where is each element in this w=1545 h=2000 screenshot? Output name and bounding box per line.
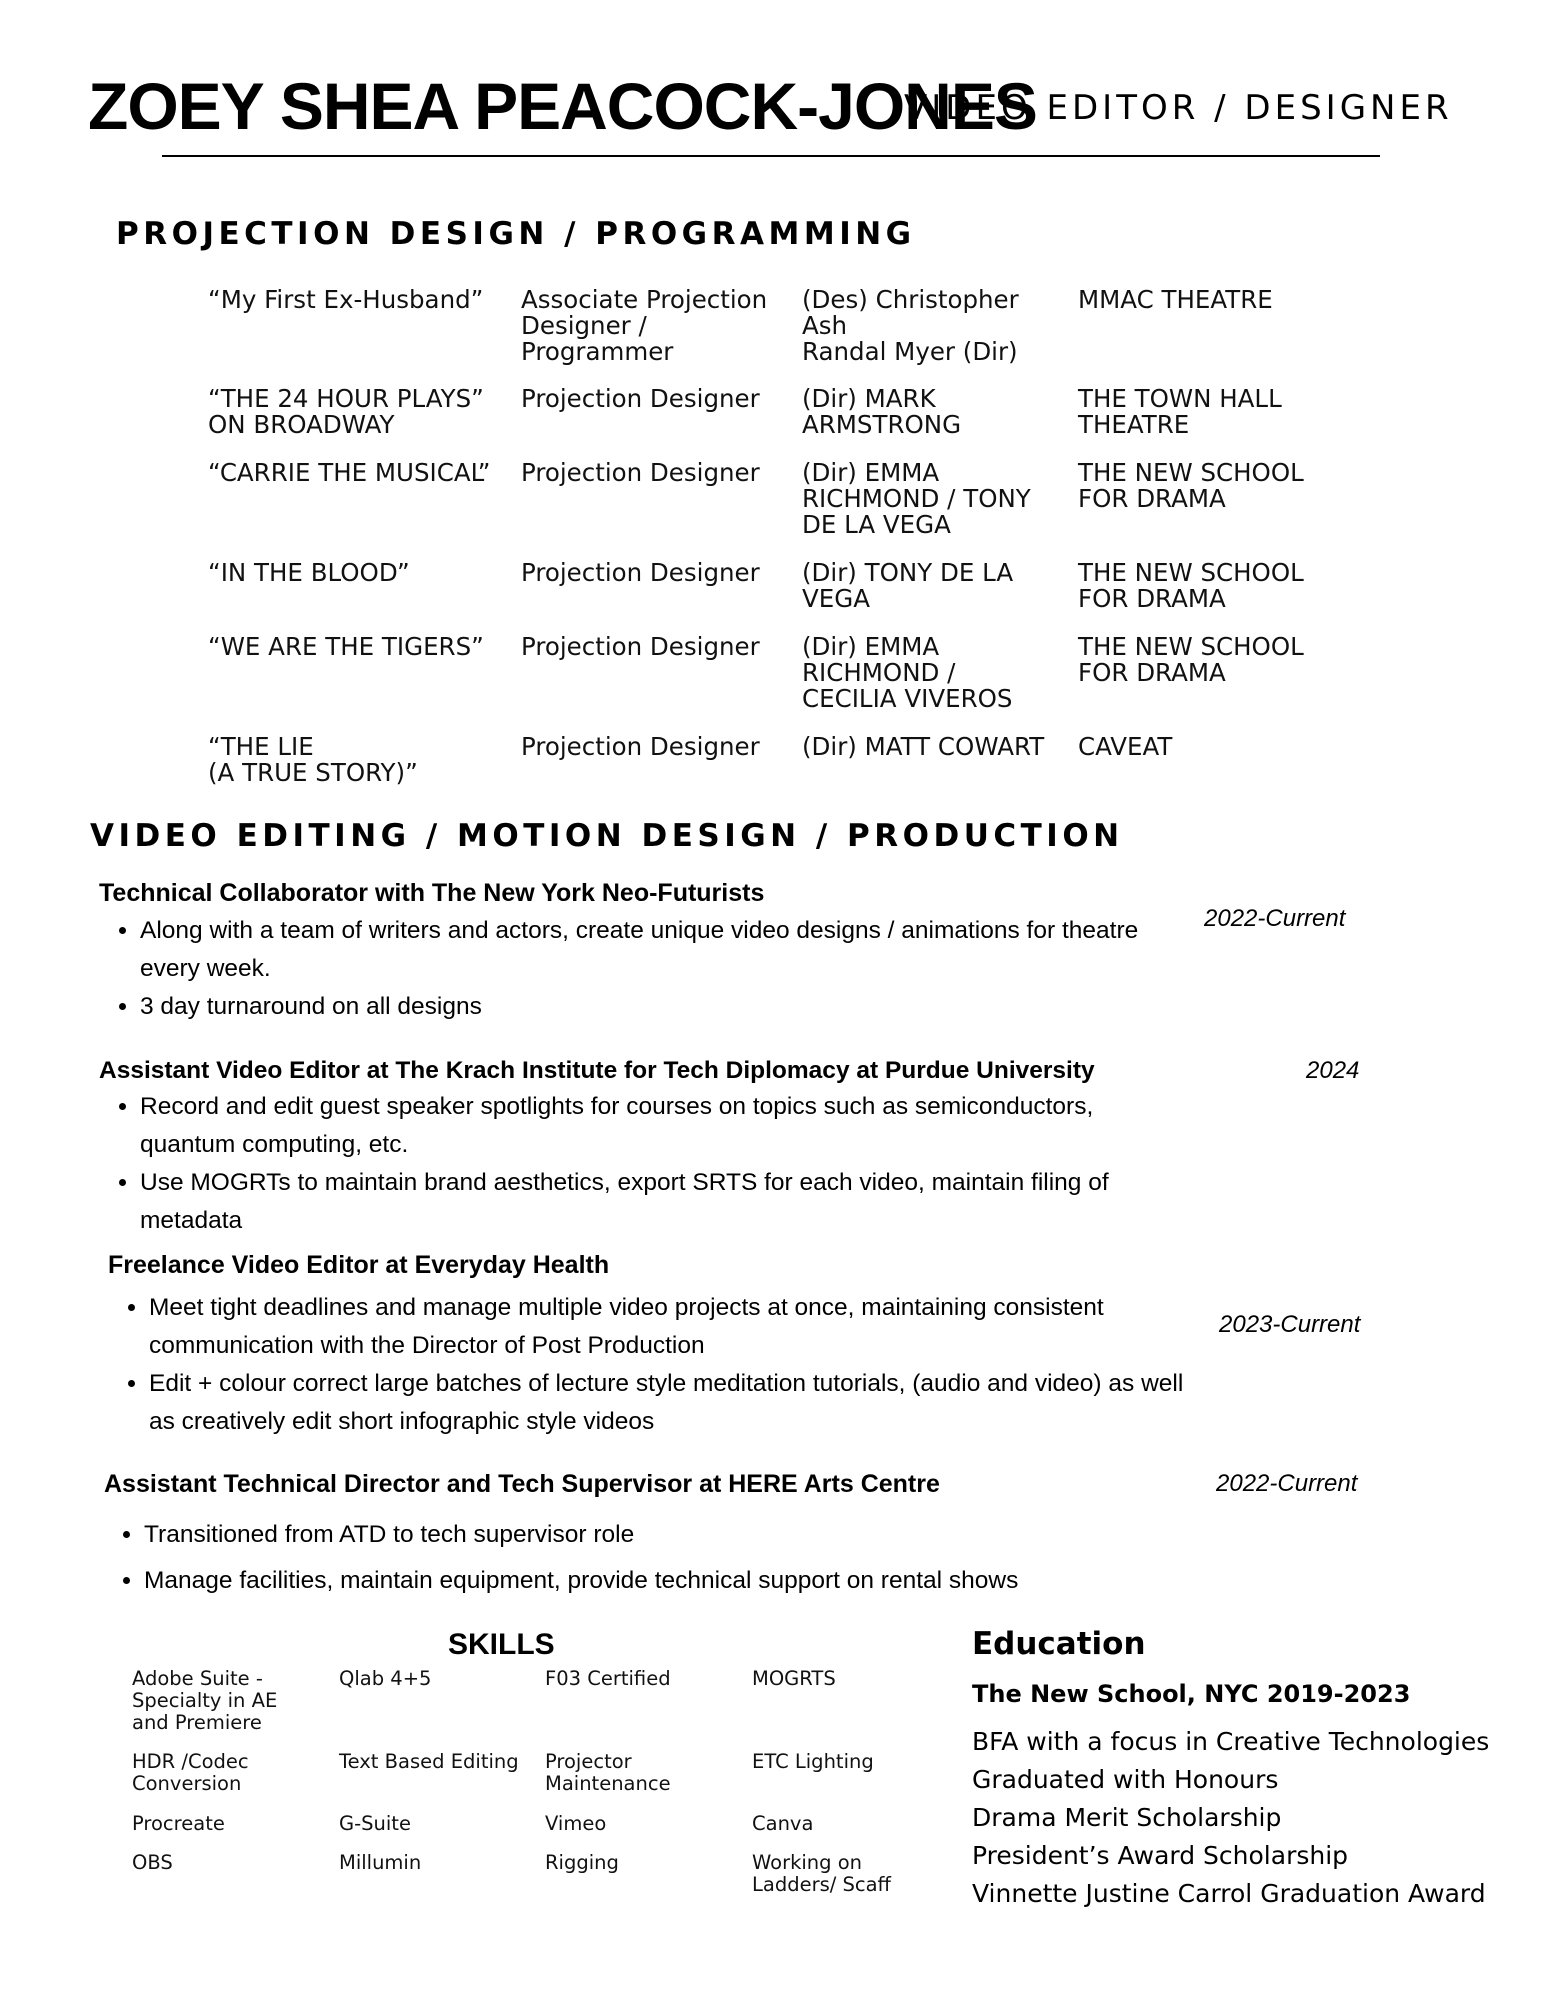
- skills-title: SKILLS: [448, 1628, 555, 1661]
- projection-director: (Dir) EMMA RICHMOND / CECILIA VIVEROS: [802, 632, 1013, 713]
- candidate-role: VIDEO EDITOR / DESIGNER: [904, 88, 1453, 128]
- job-title: Assistant Video Editor at The Krach Institute for Tech Diplomacy at Purdue University: [99, 1057, 1095, 1084]
- projection-role: Projection Designer: [521, 632, 760, 661]
- skill-item: Working on Ladders/ Scaff: [752, 1851, 891, 1896]
- job-bullet: • Record and edit guest speaker spotlights for courses on topics such as semiconductors, quantum computing, etc.: [140, 1088, 1180, 1164]
- projection-director: (Dir) MARK ARMSTRONG: [802, 384, 962, 439]
- skill-item: Rigging: [545, 1851, 619, 1874]
- skill-item: HDR /Codec Conversion: [132, 1750, 249, 1795]
- projection-director: (Dir) EMMA RICHMOND / TONY DE LA VEGA: [802, 458, 1031, 539]
- skill-item: Vimeo: [545, 1812, 607, 1835]
- projection-role: Projection Designer: [521, 732, 760, 761]
- projection-show: “THE LIE (A TRUE STORY)”: [208, 732, 418, 787]
- job-bullet: • Manage facilities, maintain equipment, provide technical support on rental shows: [144, 1558, 1184, 1604]
- education-line: Vinnette Justine Carrol Graduation Award: [972, 1879, 1486, 1908]
- job-bullet: • Use MOGRTs to maintain brand aesthetics, export SRTS for each video, maintain filing of metadata: [140, 1164, 1180, 1240]
- projection-show: “THE 24 HOUR PLAYS” ON BROADWAY: [208, 384, 484, 439]
- projection-role: Associate Projection Designer / Programmer: [521, 285, 768, 366]
- job-bullets: [104, 1512, 1184, 1604]
- projection-director: (Dir) MATT COWART: [802, 732, 1045, 761]
- projection-director: (Dir) TONY DE LA VEGA: [802, 558, 1014, 613]
- projection-role: Projection Designer: [521, 384, 760, 413]
- skill-item: Qlab 4+5: [339, 1667, 432, 1690]
- projection-role: Projection Designer: [521, 458, 760, 487]
- skill-item: Canva: [752, 1812, 814, 1835]
- projection-role: Projection Designer: [521, 558, 760, 587]
- projection-venue: THE NEW SCHOOL FOR DRAMA: [1078, 458, 1304, 513]
- skill-item: Procreate: [132, 1812, 225, 1835]
- job-bullets: [100, 912, 1150, 1026]
- job-date: 2022-Current: [1216, 1470, 1358, 1497]
- skill-item: G-Suite: [339, 1812, 411, 1835]
- job-bullet: • Edit + colour correct large batches of lecture style meditation tutorials, (audio and video) as well as creatively edit short infographic style videos: [149, 1365, 1189, 1441]
- projection-show: “My First Ex-Husband”: [208, 285, 484, 314]
- education-school: The New School, NYC 2019-2023: [972, 1680, 1411, 1708]
- education-line: Drama Merit Scholarship: [972, 1803, 1282, 1832]
- education-details: [972, 1723, 1489, 1913]
- job-bullet: • 3 day turnaround on all designs: [140, 988, 1150, 1026]
- projection-venue: THE NEW SCHOOL FOR DRAMA: [1078, 632, 1304, 687]
- education-line: Graduated with Honours: [972, 1765, 1279, 1794]
- projection-venue: MMAC THEATRE: [1078, 285, 1273, 314]
- job-bullets: [109, 1289, 1189, 1441]
- skill-item: Projector Maintenance: [545, 1750, 671, 1795]
- job-title: Technical Collaborator with The New York Neo-Futurists: [99, 879, 765, 907]
- skill-item: MOGRTS: [752, 1667, 836, 1690]
- projection-show: “IN THE BLOOD”: [208, 558, 410, 587]
- candidate-name: ZOEY SHEA PEACOCK-JONES: [88, 69, 1037, 143]
- job-bullets: [100, 1088, 1180, 1240]
- projection-venue: THE NEW SCHOOL FOR DRAMA: [1078, 558, 1304, 613]
- job-title: Freelance Video Editor at Everyday Health: [108, 1251, 610, 1279]
- skill-item: OBS: [132, 1851, 173, 1874]
- job-bullet: • Transitioned from ATD to tech supervisor role: [144, 1512, 1184, 1558]
- skill-item: ETC Lighting: [752, 1750, 874, 1773]
- projection-venue: THE TOWN HALL THEATRE: [1078, 384, 1282, 439]
- job-bullet: • Meet tight deadlines and manage multiple video projects at once, maintaining consistent communication with the Director of Post Production: [149, 1289, 1189, 1365]
- job-title: Assistant Technical Director and Tech Supervisor at HERE Arts Centre: [104, 1470, 940, 1498]
- projection-director: (Des) Christopher Ash Randal Myer (Dir): [802, 285, 1019, 366]
- education-title: Education: [972, 1626, 1146, 1662]
- job-bullet: • Along with a team of writers and actors, create unique video designs / animations for theatre every week.: [140, 912, 1150, 988]
- projection-section-title: PROJECTION DESIGN / PROGRAMMING: [116, 216, 916, 252]
- job-date: 2023-Current: [1219, 1311, 1361, 1338]
- skill-item: Millumin: [339, 1851, 422, 1874]
- skill-item: F03 Certified: [545, 1667, 671, 1690]
- projection-venue: CAVEAT: [1078, 732, 1173, 761]
- education-line: BFA with a focus in Creative Technologies: [972, 1727, 1490, 1756]
- job-date: 2024: [1306, 1057, 1360, 1084]
- header-divider: [162, 155, 1380, 157]
- education-line: President’s Award Scholarship: [972, 1841, 1349, 1870]
- projection-show: “CARRIE THE MUSICAL”: [208, 458, 491, 487]
- job-date: 2022-Current: [1204, 905, 1346, 932]
- skill-item: Adobe Suite - Specialty in AE and Premiere: [132, 1667, 278, 1734]
- skill-item: Text Based Editing: [339, 1750, 519, 1773]
- projection-show: “WE ARE THE TIGERS”: [208, 632, 484, 661]
- video-section-title: VIDEO EDITING / MOTION DESIGN / PRODUCTION: [90, 818, 1124, 854]
